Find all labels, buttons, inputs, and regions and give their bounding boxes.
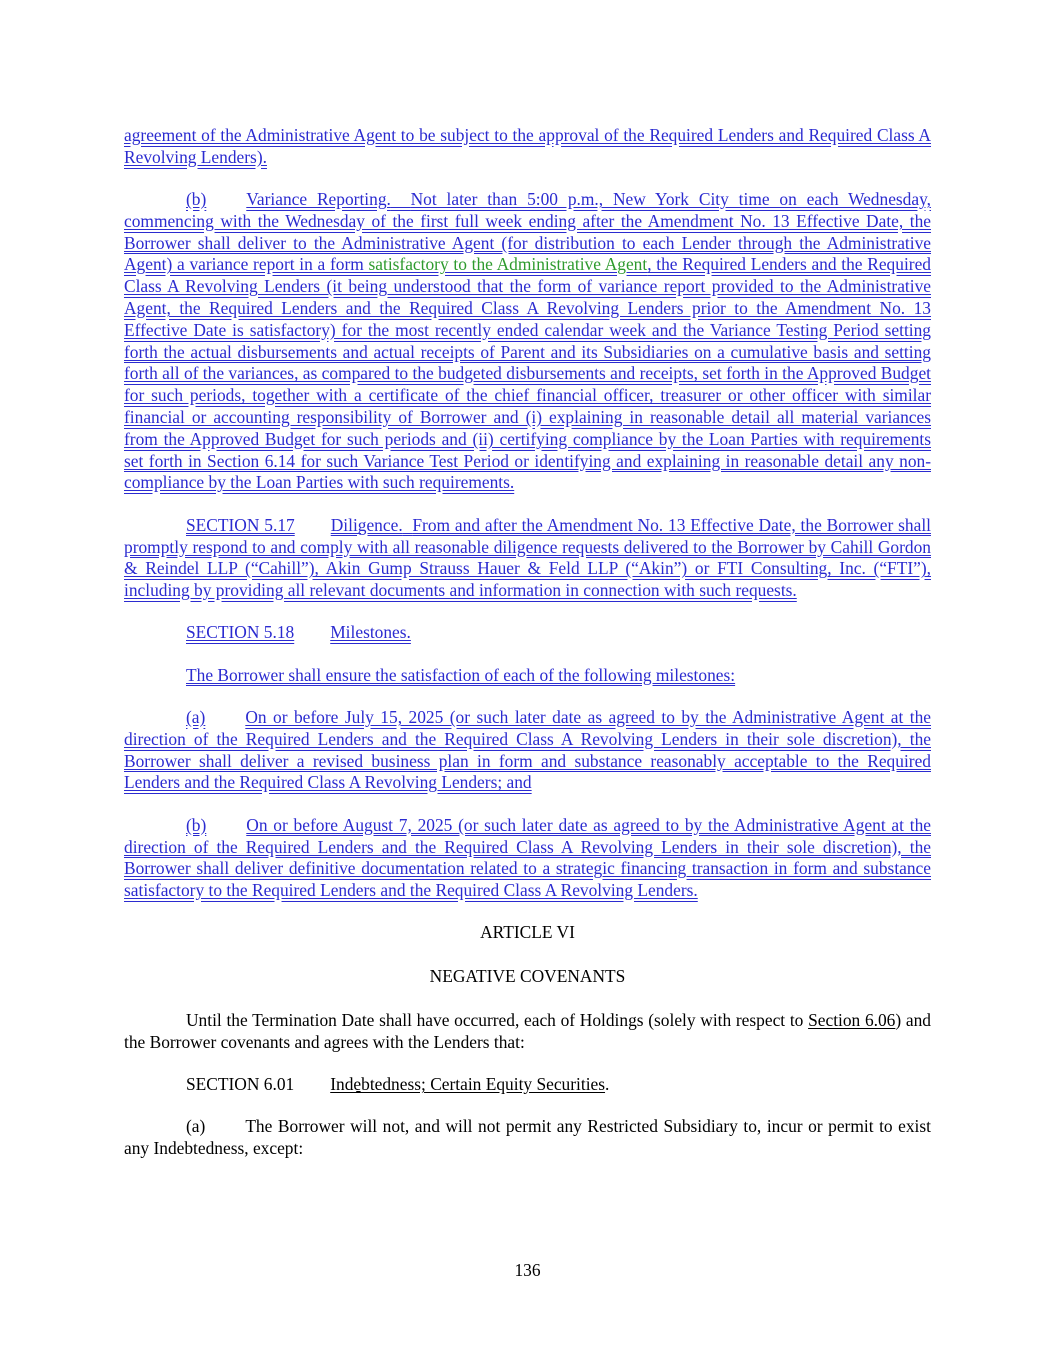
milestone-a-text: On or before July 15, 2025 (or such later date as agreed to by the Administrative Agent at the direction of the Required Lenders and the Required Class A Revolving Lenders in their sole discretion), the Borrower shall deliver a revised business plan in form and substance reasonably acceptable to the Required Lenders and the Required Class A Revolving Lenders; and: [124, 707, 931, 793]
section-title: Indebtedness; Certain Equity Securities: [330, 1074, 606, 1095]
variance-text-green: satisfactory to the Administrative Agent: [368, 254, 648, 275]
section-title: Milestones.: [330, 622, 411, 643]
section-number: SECTION 5.18: [186, 622, 295, 643]
article-subheading: NEGATIVE COVENANTS: [429, 966, 626, 987]
clause-label: (a): [186, 1116, 206, 1137]
spacer: [403, 515, 413, 535]
milestone-a-paragraph: [124, 707, 931, 794]
section-title-period: .: [605, 1074, 610, 1095]
clause-label: (b): [186, 814, 207, 835]
continuation-paragraph: [124, 125, 931, 169]
section-5-18-heading: [124, 622, 931, 644]
milestones-intro-text: The Borrower shall ensure the satisfaction of each of the following milestones:: [186, 664, 736, 685]
section-text: From and after the Amendment No. 13 Effective Date, the Borrower shall promptly respond to and comply with all reasonable diligence requests delivered to the Borrower by Cahill Gordon & Reindel LLP (“Cahill”), Akin Gump Strauss Hauer & Feld LLP (“Akin”) or FTI Consulting, Inc. (“FTI”), including by providing all relevant documents and information in connection with such requests.: [124, 514, 931, 601]
intro-text-a: Until the Termination Date shall have occurred, each of Holdings (solely with respect to: [186, 1010, 809, 1030]
page-body: [124, 125, 931, 1180]
article-heading: ARTICLE VI: [480, 922, 575, 943]
page-number: 136: [514, 1260, 541, 1280]
tab-leader: [294, 622, 330, 644]
variance-text-a: Not later than 5:00 p.m., New York City time on each Wednesday, commencing with the Wednesday of the first full week ending after the Amendment No. 13 Effective Date, the Borrower shall deliver to the Administrative Agent (for distribution to each Lender through the Administrative Agent) a variance report in a form: [124, 189, 932, 275]
milestones-intro: [124, 665, 931, 687]
section-5-17-paragraph: [124, 515, 931, 602]
milestone-b-text: On or before August 7, 2025 (or such later date as agreed to by the Administrative Agent at the direction of the Required Lenders and the Required Class A Revolving Lenders in their sole discretion), the Borrower shall deliver definitive documentation related to a strategic financing transaction in form and substance satisfactory to the Required Lenders and the Required Class A Revolving Lenders.: [124, 814, 931, 901]
section-6-01-a-paragraph: [124, 1116, 931, 1160]
section-number: SECTION 6.01: [186, 1074, 295, 1095]
section-reference: Section 6.06: [808, 1010, 896, 1030]
clause-label: (a): [186, 707, 206, 728]
clause-label: (b): [186, 189, 207, 210]
intro-text-b: ) and the Borrower covenants and agrees with the Lenders that:: [124, 1010, 931, 1052]
variance-reporting-paragraph: [124, 189, 931, 494]
section-title: Diligence.: [330, 514, 403, 535]
section-6-01-heading: [124, 1074, 931, 1096]
inserted-text: agreement of the Administrative Agent to be subject to the approval of the Required Lenders and Required Class A Revolving Lenders).: [124, 125, 931, 167]
tab-leader: [295, 515, 331, 537]
article-intro-paragraph: [124, 1010, 931, 1054]
variance-text-b: , the Required Lenders and the Required Class A Revolving Lenders (it being understood that the form of variance report provided to the Administrative Agent, the Required Lenders and the Required Class A Revolving Lenders prior to the Amendment No. 13 Effective Date is satisfactory) for the most recently ended calendar week and the Variance Testing Period setting forth the actual disbursements and actual receipts of Parent and its Subsidiaries on a cumulative basis and setting forth all of the variances, as compared to the budgeted disbursements and receipts, set forth in the Approved Budget for such periods, together with a certificate of the chief financial officer, treasurer or other officer with similar financial or accounting responsibility of Borrower and (i) explaining in reasonable detail all material variances from the Approved Budget for such periods and (ii) certifying compliance by the Loan Parties with requirements set forth in Section 6.14 for such Variance Test Period or identifying and explaining in reasonable detail any non-compliance by the Loan Parties with such requirements.: [124, 254, 931, 493]
milestone-b-paragraph: [124, 815, 931, 902]
clause-text: The Borrower will not, and will not permit any Restricted Subsidiary to, incur or permit to exist any Indebtedness, except:: [124, 1116, 931, 1159]
tab-leader: [294, 1074, 330, 1096]
spacer: [391, 189, 411, 209]
section-number: SECTION 5.17: [186, 514, 295, 535]
clause-title: Variance Reporting.: [246, 189, 391, 210]
